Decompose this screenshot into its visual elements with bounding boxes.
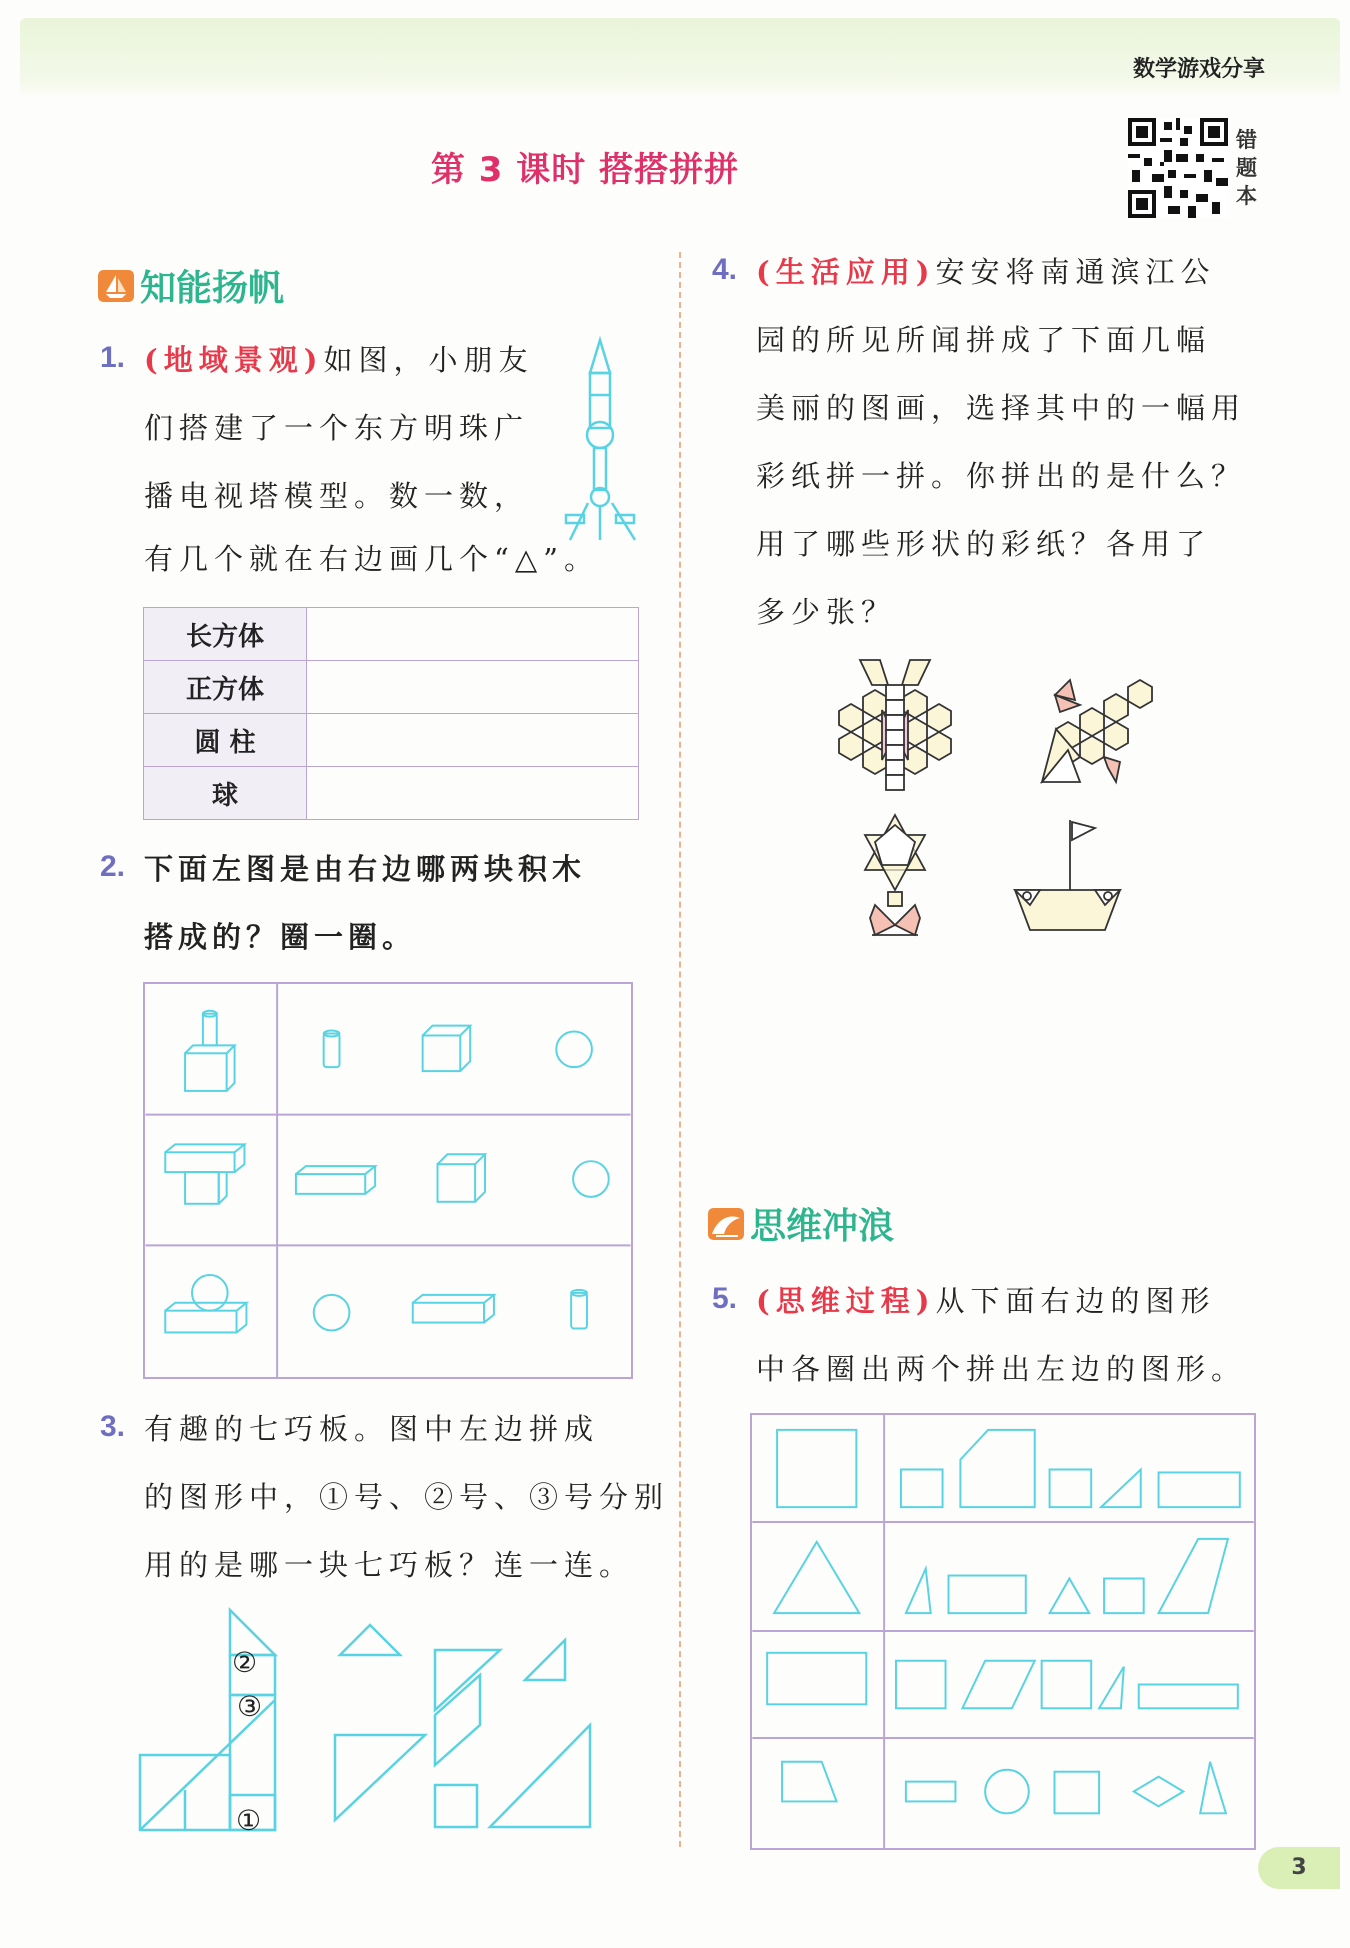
table-row-label: 圆 柱 bbox=[144, 714, 307, 767]
q1-line-3: 播电视塔模型。数一数， bbox=[144, 479, 530, 513]
q2-blocks-grid bbox=[143, 982, 633, 1379]
q4-line-1: (生活应用)安安将南通滨江公 bbox=[756, 255, 1216, 289]
q1-line-1: (地域景观)如图，小朋友 bbox=[144, 343, 534, 377]
q4-line-3: 美丽的图画，选择其中的一幅用 bbox=[756, 391, 1247, 425]
lesson-title: 第 3 课时 搭搭拼拼 bbox=[430, 150, 740, 190]
q4-line-5: 用了哪些形状的彩纸？各用了 bbox=[756, 527, 1212, 561]
page-number: 3 bbox=[1258, 1847, 1340, 1889]
section-basic-title: 知能扬帆 bbox=[140, 268, 285, 309]
flower-picture bbox=[865, 815, 925, 935]
q3-tangram-figure bbox=[135, 1605, 605, 1850]
answer-cell[interactable] bbox=[307, 714, 639, 767]
butterfly-picture bbox=[839, 660, 951, 790]
qr-code-icon[interactable] bbox=[1128, 118, 1228, 218]
q3-line-2: 的图形中，①号、②号、③号分别 bbox=[144, 1480, 670, 1514]
q4-line-2: 园的所见所闻拼成了下面几幅 bbox=[756, 323, 1212, 357]
q4-pictures bbox=[820, 650, 1190, 950]
marker-3: ③ bbox=[237, 1690, 263, 1723]
answer-cell[interactable] bbox=[307, 608, 639, 661]
tv-tower-figure bbox=[560, 335, 650, 545]
q2-line-1: 下面左图是由右边哪两块积木 bbox=[144, 852, 587, 886]
q4-line-4: 彩纸拼一拼。你拼出的是什么？ bbox=[756, 459, 1247, 493]
q4-number: 4. bbox=[712, 253, 738, 286]
q5-number: 5. bbox=[712, 1282, 738, 1315]
q1-tag: (地域景观) bbox=[144, 343, 324, 377]
section-advanced-header bbox=[708, 1198, 894, 1249]
q4-line-6: 多少张？ bbox=[756, 595, 897, 629]
column-divider bbox=[679, 252, 681, 1847]
q4-tag: (生活应用) bbox=[756, 255, 936, 289]
q5-line-1: (思维过程)从下面右边的图形 bbox=[756, 1284, 1216, 1318]
bird-picture bbox=[1042, 680, 1152, 782]
table-row-label: 球 bbox=[144, 767, 307, 820]
qr-label: 错题本 bbox=[1236, 128, 1257, 208]
marker-2: ② bbox=[232, 1646, 258, 1679]
q2-number: 2. bbox=[100, 850, 126, 883]
row3-combo-figure bbox=[165, 1275, 246, 1332]
row2-combo-figure bbox=[165, 1144, 244, 1203]
q5-tag: (思维过程) bbox=[756, 1284, 936, 1318]
q1-number: 1. bbox=[100, 341, 126, 374]
q1-line-4: 有几个就在右边画几个“△”。 bbox=[144, 542, 599, 576]
table-row-label: 正方体 bbox=[144, 661, 307, 714]
q3-line-1: 有趣的七巧板。图中左边拼成 bbox=[144, 1412, 600, 1446]
marker-1: ① bbox=[236, 1804, 262, 1837]
answer-cell[interactable] bbox=[307, 767, 639, 820]
answer-cell[interactable] bbox=[307, 661, 639, 714]
wave-icon bbox=[708, 1208, 744, 1240]
sailboat-icon bbox=[98, 270, 134, 302]
header-link[interactable]: 数学游戏分享 bbox=[1132, 57, 1265, 82]
boat-picture bbox=[1015, 820, 1120, 930]
q3-number: 3. bbox=[100, 1410, 126, 1443]
q5-line-2: 中各圈出两个拼出左边的图形。 bbox=[756, 1352, 1247, 1386]
section-advanced-title: 思维冲浪 bbox=[750, 1206, 895, 1247]
q3-line-3: 用的是哪一块七巧板？连一连。 bbox=[144, 1548, 635, 1582]
q1-line-2: 们搭建了一个东方明珠广 bbox=[144, 411, 530, 445]
table-row-label: 长方体 bbox=[144, 608, 307, 661]
section-basic-header bbox=[98, 260, 284, 311]
row1-combo-figure bbox=[185, 1011, 234, 1091]
q1-count-table bbox=[143, 607, 639, 820]
q2-line-2: 搭成的？圈一圈。 bbox=[144, 920, 417, 954]
q5-shapes-grid bbox=[750, 1413, 1256, 1850]
